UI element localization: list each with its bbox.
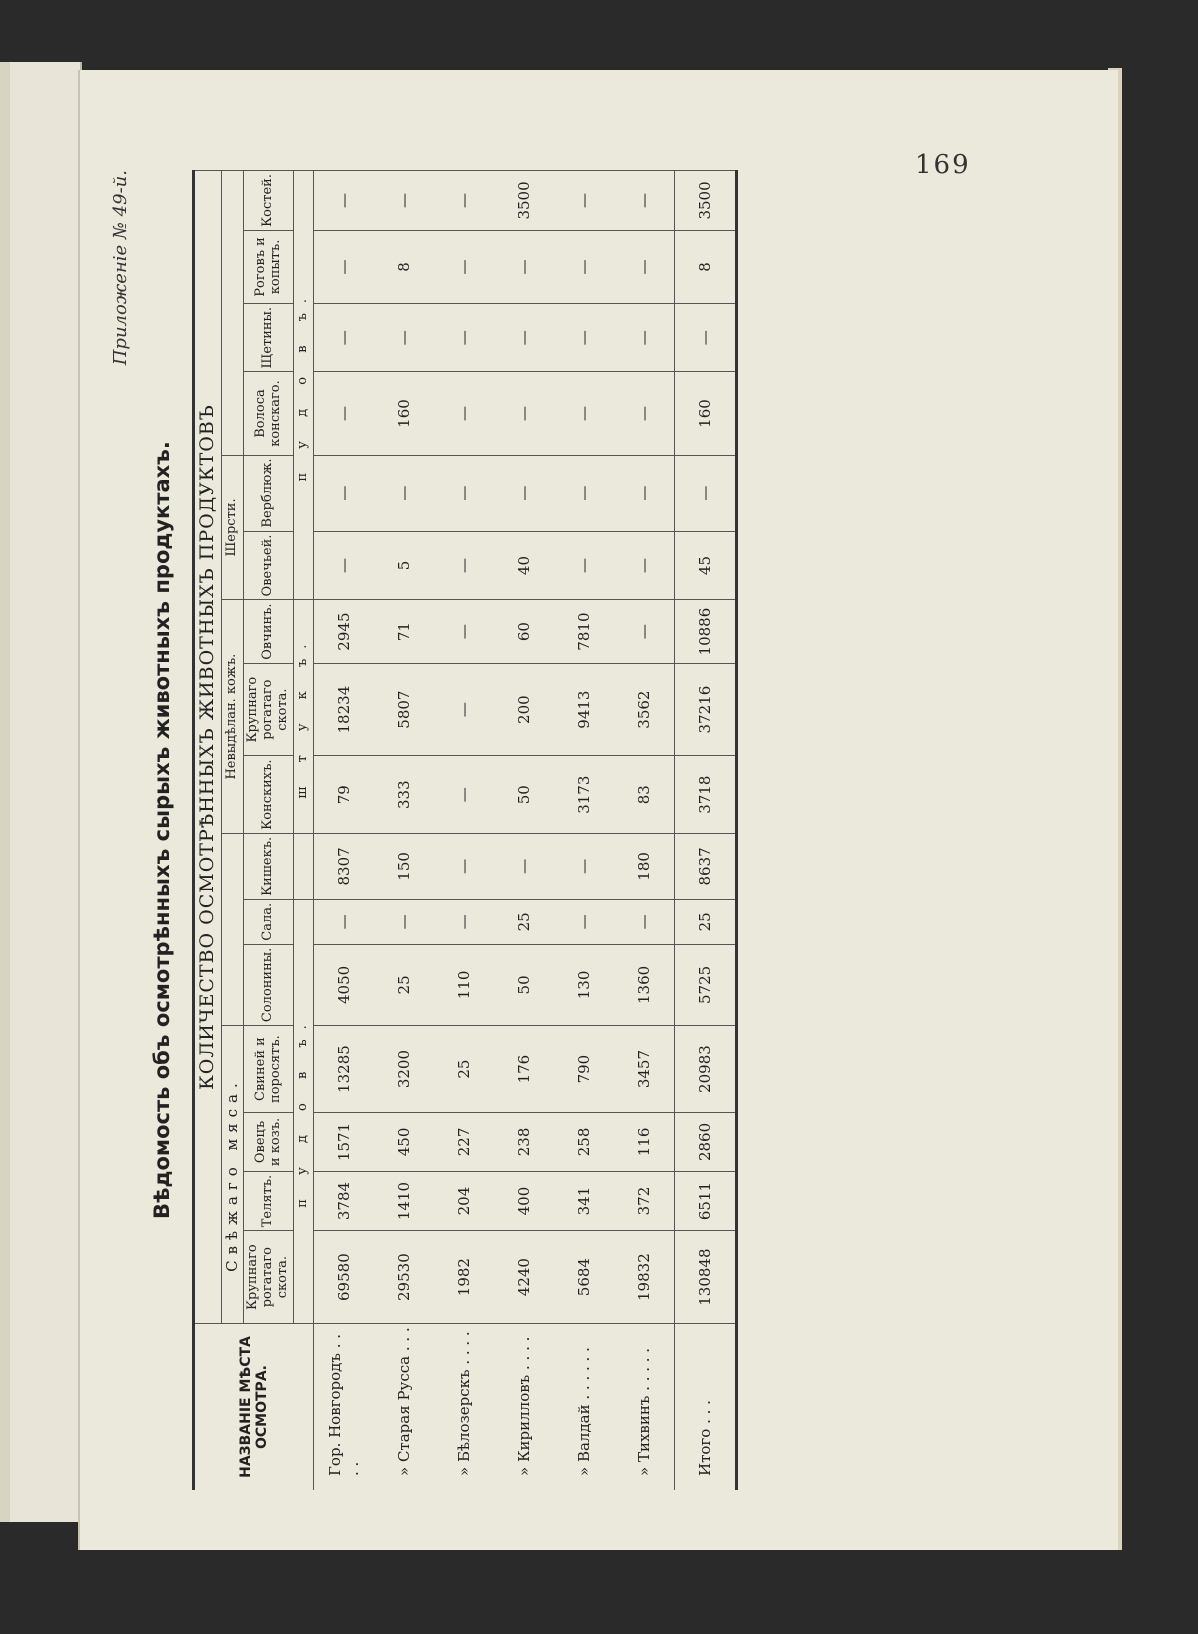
table-cell: — [554, 372, 614, 455]
table-cell: — [313, 899, 374, 944]
table-cell: — [434, 531, 494, 600]
table-cell: 180 [614, 833, 675, 899]
table-cell: 1982 [434, 1231, 494, 1324]
col-header: Телятъ. [244, 1171, 294, 1230]
table-row [554, 171, 614, 1491]
table-row [434, 171, 494, 1491]
table-cell: 5 [374, 531, 434, 600]
document-title: Вѣдомость объ осмотрѣнныхъ сырыхъ животныхъ продуктахъ. [150, 441, 174, 1219]
table-cell: — [554, 230, 614, 303]
place-header: НАЗВАНІЕ МѢСТА ОСМОТРА. [194, 1324, 314, 1491]
table-cell: — [374, 899, 434, 944]
table-cell: 4240 [494, 1231, 554, 1324]
table-cell: — [494, 303, 554, 372]
table-cell: 8307 [313, 833, 374, 899]
table-cell: 8637 [674, 833, 736, 899]
table-cell: — [434, 372, 494, 455]
table-cell: 60 [494, 600, 554, 663]
table-cell: — [374, 455, 434, 531]
table-cell: 333 [374, 756, 434, 833]
col-header: Роговъ и копытъ. [244, 230, 294, 303]
table-cell: — [434, 303, 494, 372]
table-cell: — [614, 600, 675, 663]
table-cell: 150 [374, 833, 434, 899]
table-cell: 3500 [494, 171, 554, 231]
table-cell: — [313, 455, 374, 531]
table-cell: 8 [674, 230, 736, 303]
blank-group-header [221, 833, 243, 1025]
col-header: Кишекъ. [244, 833, 294, 899]
table-cell: — [614, 455, 675, 531]
total-row [674, 171, 736, 1491]
col-header: Свиней и поросятъ. [244, 1026, 294, 1113]
table-cell: 5807 [374, 663, 434, 756]
place-name: » Тихвинъ . . . . . [614, 1324, 675, 1491]
unit-pieces-header: ш т у к ъ. [293, 600, 313, 833]
table-cell: 50 [494, 944, 554, 1025]
table-cell: 3718 [674, 756, 736, 833]
col-header: Костей. [244, 171, 294, 231]
table-cell: — [434, 899, 494, 944]
table-cell: 3457 [614, 1026, 675, 1113]
table-cell: 13285 [313, 1026, 374, 1113]
table-cell: 130 [554, 944, 614, 1025]
place-name: » Кирилловъ . . . . [494, 1324, 554, 1491]
table-cell: — [434, 230, 494, 303]
table-cell: 160 [674, 372, 736, 455]
table-row [494, 171, 554, 1491]
table-cell: 160 [374, 372, 434, 455]
table-cell: 9413 [554, 663, 614, 756]
table-cell: 7810 [554, 600, 614, 663]
table-cell: 341 [554, 1171, 614, 1230]
table-cell: 3200 [374, 1026, 434, 1113]
left-page-edge [0, 62, 82, 1522]
place-name: » Бѣлозерскъ . . . . [434, 1324, 494, 1491]
table-cell: 400 [494, 1171, 554, 1230]
table-cell: 5725 [674, 944, 736, 1025]
appendix-label: Приложеніе № 49-й. [110, 170, 131, 366]
col-header: Овчинъ. [244, 600, 294, 663]
col-header: Овецъ и козъ. [244, 1113, 294, 1172]
table-cell: — [554, 303, 614, 372]
table-cell: 5684 [554, 1231, 614, 1324]
table-cell: 238 [494, 1113, 554, 1172]
table-cell: — [554, 899, 614, 944]
table-cell: — [614, 171, 675, 231]
table-cell: 4050 [313, 944, 374, 1025]
table-cell: 18234 [313, 663, 374, 756]
table-cell: — [374, 303, 434, 372]
table-cell: — [554, 833, 614, 899]
unit-blank [293, 833, 313, 899]
table-cell: — [434, 663, 494, 756]
col-header: Верблюж. [244, 455, 294, 531]
table-cell: — [614, 531, 675, 600]
table-cell: — [434, 455, 494, 531]
fresh-meat-header: Свѣжаго мяса. [221, 1026, 243, 1324]
table-cell: 3173 [554, 756, 614, 833]
table-cell: 40 [494, 531, 554, 600]
table-cell: — [554, 171, 614, 231]
table-cell: 29530 [374, 1231, 434, 1324]
hides-header: Невыдѣлан. кожъ. [221, 600, 243, 833]
table-cell: — [614, 899, 675, 944]
col-header: Овечьей. [244, 531, 294, 600]
table-cell: — [434, 600, 494, 663]
table-cell: 45 [674, 531, 736, 600]
table-cell: 227 [434, 1113, 494, 1172]
table-cell: 25 [494, 899, 554, 944]
table-cell: 69580 [313, 1231, 374, 1324]
table-cell: — [374, 171, 434, 231]
table-cell: 3562 [614, 663, 675, 756]
table-cell: 258 [554, 1113, 614, 1172]
place-name: Итого . . . [674, 1324, 736, 1491]
table-cell: — [614, 230, 675, 303]
table-cell: 6511 [674, 1171, 736, 1230]
table-cell: 1571 [313, 1113, 374, 1172]
col-header: Конскихъ. [244, 756, 294, 833]
table-cell: — [554, 531, 614, 600]
table-cell: 450 [374, 1113, 434, 1172]
table-cell: 3784 [313, 1171, 374, 1230]
table-cell: 3500 [674, 171, 736, 231]
products-table [192, 170, 738, 1490]
table-cell: 83 [614, 756, 675, 833]
table-cell: 1410 [374, 1171, 434, 1230]
quantity-header: КОЛИЧЕСТВО ОСМОТРѢННЫХЪ ЖИВОТНЫХЪ ПРОДУКТОВЪ [194, 171, 222, 1324]
table-cell: — [313, 531, 374, 600]
table-cell: 1360 [614, 944, 675, 1025]
table-cell: — [313, 171, 374, 231]
table-cell: — [313, 230, 374, 303]
table-cell: — [674, 455, 736, 531]
table-cell: 50 [494, 756, 554, 833]
table-cell: — [434, 756, 494, 833]
table-row [313, 171, 374, 1491]
table-cell: 25 [434, 1026, 494, 1113]
table-cell: 130848 [674, 1231, 736, 1324]
table-cell: 20983 [674, 1026, 736, 1113]
table-cell: 176 [494, 1026, 554, 1113]
table-cell: 790 [554, 1026, 614, 1113]
place-name: » Валдай . . . . . . [554, 1324, 614, 1491]
table-cell: — [614, 372, 675, 455]
wool-header: Шерсти. [221, 455, 243, 600]
table-cell: 372 [614, 1171, 675, 1230]
col-header: Крупнаго рогатаго скота. [244, 1231, 294, 1324]
table-cell: 37216 [674, 663, 736, 756]
table-cell: 200 [494, 663, 554, 756]
col-header: Волоса конскаго. [244, 372, 294, 455]
table-cell: 25 [374, 944, 434, 1025]
col-header: Крупнаго рогатаго скота. [244, 663, 294, 756]
table-cell: — [494, 372, 554, 455]
table-cell: 10886 [674, 600, 736, 663]
place-name: Гор. Новгородъ . . . . [313, 1324, 374, 1491]
table-cell: — [614, 303, 675, 372]
table-row [614, 171, 675, 1491]
table-cell: — [434, 833, 494, 899]
col-header: Солонины. [244, 944, 294, 1025]
unit-pud-header-2: п у д о в ъ. [293, 171, 313, 600]
blank-group-header-2 [221, 171, 243, 456]
table-cell: 204 [434, 1171, 494, 1230]
table-cell: 8 [374, 230, 434, 303]
table-row [374, 171, 434, 1491]
col-header: Сала. [244, 899, 294, 944]
table-cell: — [313, 303, 374, 372]
table-cell: — [494, 833, 554, 899]
table-cell: — [434, 171, 494, 231]
table-cell: — [674, 303, 736, 372]
table-cell: 110 [434, 944, 494, 1025]
table-cell: 2860 [674, 1113, 736, 1172]
table-cell: 25 [674, 899, 736, 944]
table-cell: 116 [614, 1113, 675, 1172]
table-cell: — [554, 455, 614, 531]
table-cell: — [494, 230, 554, 303]
table-cell: 2945 [313, 600, 374, 663]
table-cell: 19832 [614, 1231, 675, 1324]
table-cell: 79 [313, 756, 374, 833]
table-cell: 71 [374, 600, 434, 663]
page-number: 169 [915, 150, 971, 180]
place-name: » Старая Русса . . . [374, 1324, 434, 1491]
table-cell: — [313, 372, 374, 455]
unit-pud-header: п у д о в ъ. [293, 899, 313, 1323]
table-cell: — [494, 455, 554, 531]
rotated-table-block [110, 170, 940, 1490]
col-header: Щетины. [244, 303, 294, 372]
